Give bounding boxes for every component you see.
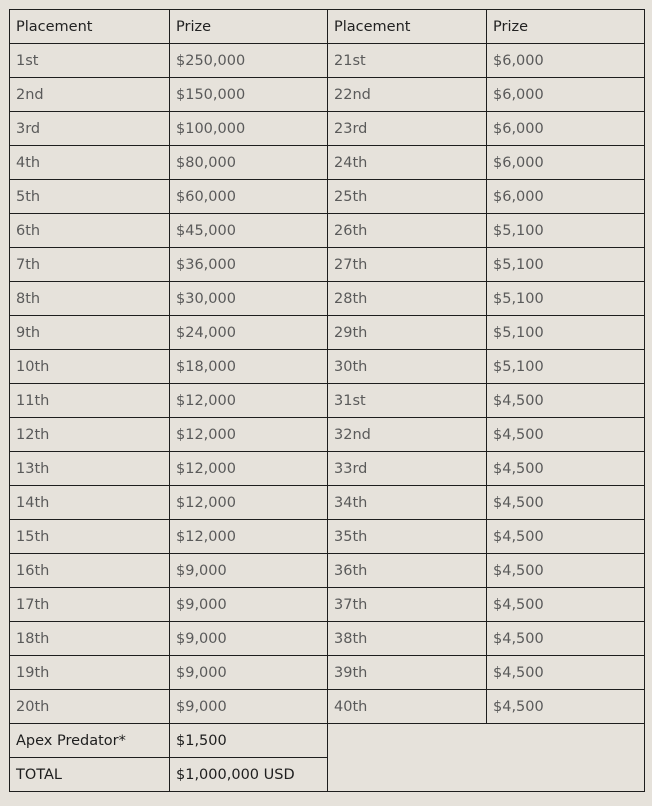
table-row [10,452,645,486]
prize-cell: $6,000 [487,44,645,78]
prize-cell: $5,100 [487,214,645,248]
placement-cell: 31st [328,384,487,418]
table-row [10,418,645,452]
prize-cell: $12,000 [170,486,328,520]
prize-cell: $250,000 [170,44,328,78]
placement-cell: 27th [328,248,487,282]
table-row [10,146,645,180]
prize-cell: $18,000 [170,350,328,384]
placement-cell: 39th [328,656,487,690]
placement-cell: 8th [10,282,170,316]
prize-cell: $4,500 [487,452,645,486]
placement-cell: 17th [10,588,170,622]
table-row [10,384,645,418]
prize-cell: $4,500 [487,622,645,656]
prize-cell: $12,000 [170,520,328,554]
placement-cell: 7th [10,248,170,282]
placement-cell: 18th [10,622,170,656]
table-row [10,350,645,384]
table-row [10,690,645,724]
table-row [10,656,645,690]
prize-cell: $5,100 [487,316,645,350]
placement-cell: 22nd [328,78,487,112]
placement-cell: 34th [328,486,487,520]
prize-cell: $80,000 [170,146,328,180]
placement-cell: 14th [10,486,170,520]
prize-cell: $6,000 [487,180,645,214]
placement-cell: 2nd [10,78,170,112]
placement-cell: 33rd [328,452,487,486]
placement-cell: 15th [10,520,170,554]
prize-cell: $4,500 [487,520,645,554]
placement-cell: 30th [328,350,487,384]
empty-cell [328,724,645,792]
placement-cell: 36th [328,554,487,588]
prize-cell: $6,000 [487,146,645,180]
placement-cell: 23rd [328,112,487,146]
placement-cell: 4th [10,146,170,180]
footer-label: Apex Predator* [10,724,170,758]
prize-cell: $9,000 [170,656,328,690]
placement-cell: 25th [328,180,487,214]
placement-cell: 3rd [10,112,170,146]
placement-cell: 16th [10,554,170,588]
prize-cell: $12,000 [170,418,328,452]
prize-cell: $100,000 [170,112,328,146]
footer-value: $1,000,000 USD [170,758,328,792]
prize-cell: $9,000 [170,622,328,656]
prize-cell: $9,000 [170,588,328,622]
table-row [10,248,645,282]
table-row [10,112,645,146]
prize-cell: $24,000 [170,316,328,350]
placement-cell: 10th [10,350,170,384]
footer-value: $1,500 [170,724,328,758]
prize-cell: $6,000 [487,112,645,146]
placement-cell: 6th [10,214,170,248]
prize-cell: $36,000 [170,248,328,282]
table-row [10,486,645,520]
placement-cell: 13th [10,452,170,486]
footer-label: TOTAL [10,758,170,792]
placement-cell: 5th [10,180,170,214]
placement-cell: 35th [328,520,487,554]
apex-predator-row [10,724,645,758]
prize-cell: $12,000 [170,452,328,486]
placement-cell: 29th [328,316,487,350]
header-row [10,10,645,44]
prize-cell: $60,000 [170,180,328,214]
prize-cell: $4,500 [487,554,645,588]
prize-cell: $30,000 [170,282,328,316]
placement-cell: 28th [328,282,487,316]
table-row [10,78,645,112]
placement-cell: 24th [328,146,487,180]
prize-cell: $4,500 [487,690,645,724]
prize-cell: $4,500 [487,418,645,452]
placement-cell: 37th [328,588,487,622]
table-row [10,554,645,588]
prize-cell: $5,100 [487,282,645,316]
placement-cell: 9th [10,316,170,350]
prize-cell: $4,500 [487,486,645,520]
header-placement: Placement [328,10,487,44]
table-row [10,44,645,78]
prize-cell: $9,000 [170,690,328,724]
prize-cell: $4,500 [487,384,645,418]
table-row [10,520,645,554]
placement-cell: 19th [10,656,170,690]
table-row [10,214,645,248]
prize-cell: $5,100 [487,248,645,282]
placement-cell: 20th [10,690,170,724]
prize-cell: $5,100 [487,350,645,384]
table-row [10,316,645,350]
prize-table [9,9,645,792]
prize-cell: $4,500 [487,588,645,622]
table-row [10,282,645,316]
placement-cell: 38th [328,622,487,656]
placement-cell: 1st [10,44,170,78]
prize-cell: $6,000 [487,78,645,112]
placement-cell: 11th [10,384,170,418]
header-prize: Prize [487,10,645,44]
table-row [10,588,645,622]
prize-cell: $4,500 [487,656,645,690]
header-placement: Placement [10,10,170,44]
prize-cell: $9,000 [170,554,328,588]
placement-cell: 21st [328,44,487,78]
placement-cell: 40th [328,690,487,724]
header-prize: Prize [170,10,328,44]
prize-cell: $150,000 [170,78,328,112]
table-row [10,180,645,214]
placement-cell: 12th [10,418,170,452]
placement-cell: 26th [328,214,487,248]
placement-cell: 32nd [328,418,487,452]
prize-cell: $12,000 [170,384,328,418]
table-row [10,622,645,656]
prize-cell: $45,000 [170,214,328,248]
